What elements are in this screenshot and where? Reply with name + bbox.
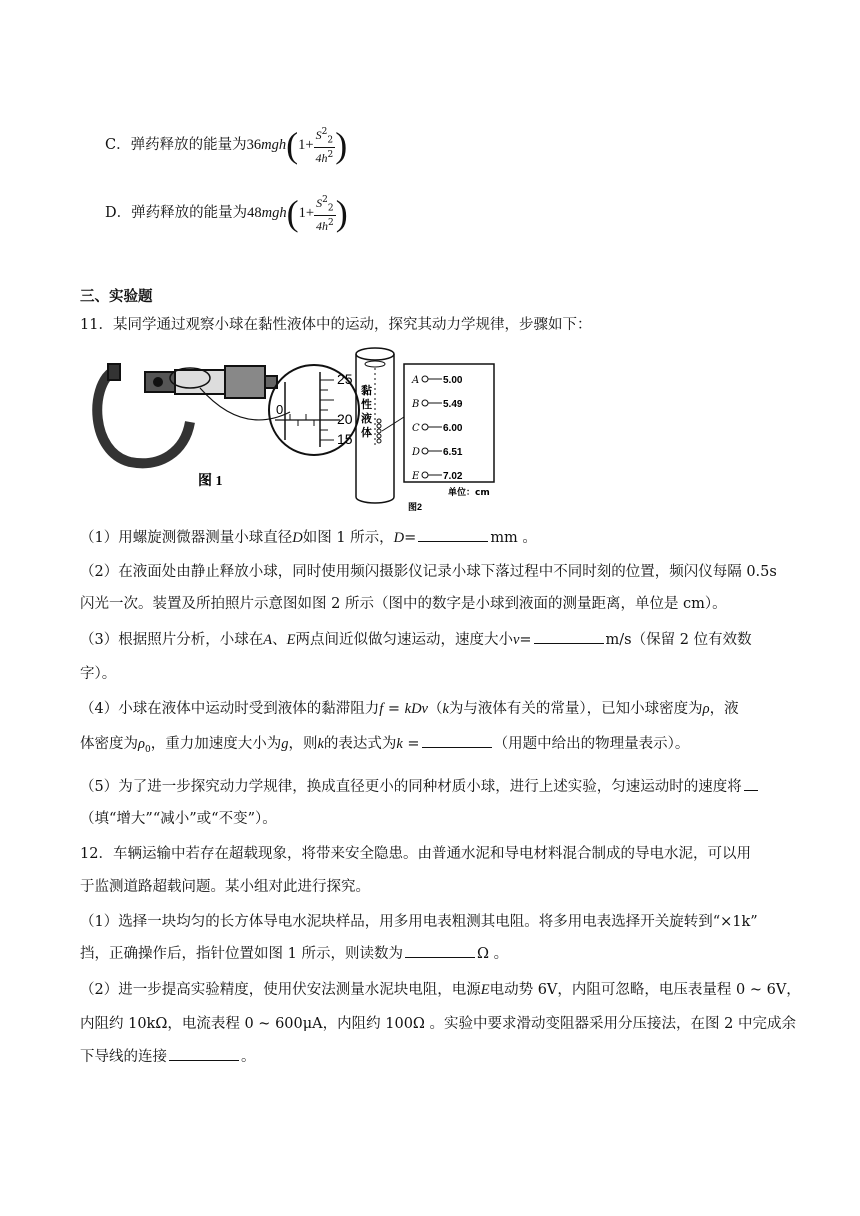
micrometer-tick-15: 15 <box>337 431 353 447</box>
option-c-coef: 36 <box>246 137 262 154</box>
option-c-one: 1+ <box>298 137 314 154</box>
option-d-fraction: $\frac{S^2_2}{4h^2}$ <box>316 195 334 234</box>
option-d-coef: 48 <box>247 205 262 222</box>
option-c-mgh: mgh <box>261 137 287 154</box>
position-label-c: C <box>412 423 420 434</box>
q11-part2-line1: （2）在液面处由静止释放小球，同时使用频闪摄影仪记录小球下落过程中不同时刻的位置，频闪仪每隔 0.5s <box>80 564 777 580</box>
q12-part1-line2: 挡，正确操作后，指针位置如图 1 所示，则读数为 Ω 。 <box>80 943 508 965</box>
option-c-text: C．弹药释放的能量为 <box>105 137 247 154</box>
option-d-text: D．弹药释放的能量为 <box>105 205 248 222</box>
option-c: C．弹药释放的能量为36mgh(1+ $\frac{S^2_2}{4h^2}$ ) <box>105 125 348 166</box>
q11-part4-line1: （4）小球在液体中运动时受到液体的黏滞阻力f = kDv（k为与液体有关的常量），已知小球密度为ρ，液 <box>80 701 739 717</box>
q11-part2-line2: 闪光一次。装置及所拍照片示意图如图 2 所示（图中的数字是小球到液面的测量距离，单位是 cm）。 <box>80 596 727 612</box>
q11-part5-line2: （填“增大”“减小”或“不变”）。 <box>80 811 277 827</box>
answer-blank-diameter[interactable] <box>418 527 488 542</box>
q12-part2-line3: 下导线的连接 。 <box>80 1046 256 1068</box>
micrometer-tick-20: 20 <box>337 411 353 427</box>
q12-part2-line1: （2）进一步提高实验精度，使用伏安法测量水泥块电阻，电源E电动势 6V，内阻可忽略，电压表量程 0 ~ 6V， <box>80 982 801 998</box>
position-label-a: A <box>412 375 420 386</box>
answer-blank-resistance[interactable] <box>405 943 475 958</box>
option-c-fraction: $\frac{S^2_2}{4h^2}$ <box>315 127 334 166</box>
position-value-c: 6.00 <box>443 423 463 434</box>
answer-blank-velocity[interactable] <box>534 629 604 644</box>
q11-part4-line2: 体密度为$\rho_0$，重力加速度大小为g，则k的表达式为k = （用题中给出的物理量表示）。 <box>80 733 689 761</box>
position-marker-b <box>422 400 428 406</box>
unit-label: 单位：cm <box>448 488 490 498</box>
figure1-label: 图 1 <box>198 474 223 489</box>
q11-part1: （1）用螺旋测微器测量小球直径D如图 1 所示，D= mm 。 <box>80 527 537 549</box>
q11-part3-line1: （3）根据照片分析，小球在A、E两点间近似做匀速运动，速度大小v= m/s（保留 2 位有效数 <box>80 629 752 651</box>
q11-part5-line1: （5）为了进一步探究动力学规律，换成直径更小的同种材质小球，进行上述实验，匀速运动时的速度将 <box>80 776 760 798</box>
fig2-liquid-char-1: 黏 <box>361 384 372 397</box>
position-value-b: 5.49 <box>443 399 463 410</box>
answer-blank-velocity-change[interactable] <box>744 776 758 791</box>
option-d: D．弹药释放的能量为48mgh(1+ $\frac{S^2_2}{4h^2}$ ) <box>105 193 348 234</box>
fig2-liquid-char-2: 性 <box>361 398 372 411</box>
answer-blank-k-expression[interactable] <box>422 733 492 748</box>
micrometer-figure <box>97 364 359 463</box>
position-marker-e <box>422 472 428 478</box>
position-value-d: 6.51 <box>443 447 463 458</box>
position-label-b: B <box>412 399 420 410</box>
micrometer-tick-25: 25 <box>337 371 353 387</box>
position-label-d: D <box>412 447 421 458</box>
position-marker-a <box>422 376 428 382</box>
section-title: 三、实验题 <box>80 288 153 305</box>
q12-part2-line2: 内阻约 10kΩ，电流表程 0 ~ 600μA，内阻约 100Ω 。实验中要求滑动变阻器采用分压接法，在图 2 中完成余 <box>80 1016 796 1032</box>
answer-blank-wiring[interactable] <box>169 1046 239 1061</box>
position-label-e: E <box>412 471 420 482</box>
option-d-mgh: mgh <box>261 205 287 222</box>
q11-figures <box>90 342 510 512</box>
fig2-liquid-char-4: 体 <box>361 426 372 439</box>
q11-stem: 11．某同学通过观察小球在黏性液体中的运动，探究其动力学规律，步骤如下： <box>80 317 592 333</box>
fig2-liquid-char-3: 液 <box>361 412 372 425</box>
position-value-e: 7.02 <box>443 471 463 482</box>
position-marker-d <box>422 448 428 454</box>
q12-stem-line1: 12．车辆运输中若存在超载现象，将带来安全隐患。由普通水泥和导电材料混合制成的导电水泥，可以用 <box>80 846 751 862</box>
option-d-one: 1+ <box>298 205 315 222</box>
position-list <box>411 375 463 482</box>
micrometer-zero-label: 0 <box>276 402 284 417</box>
q12-part1-line1: （1）选择一块均匀的长方体导电水泥块样品，用多用电表粗测其电阻。将多用电表选择开关旋转到“×1k” <box>80 914 758 930</box>
q12-stem-line2: 于监测道路超载问题。某小组对此进行探究。 <box>80 879 370 895</box>
q11-part3-line2: 字）。 <box>80 666 117 682</box>
cylinder-figure <box>356 348 494 503</box>
position-marker-c <box>422 424 428 430</box>
figure2-label: 图2 <box>408 502 423 512</box>
position-value-a: 5.00 <box>443 375 463 386</box>
